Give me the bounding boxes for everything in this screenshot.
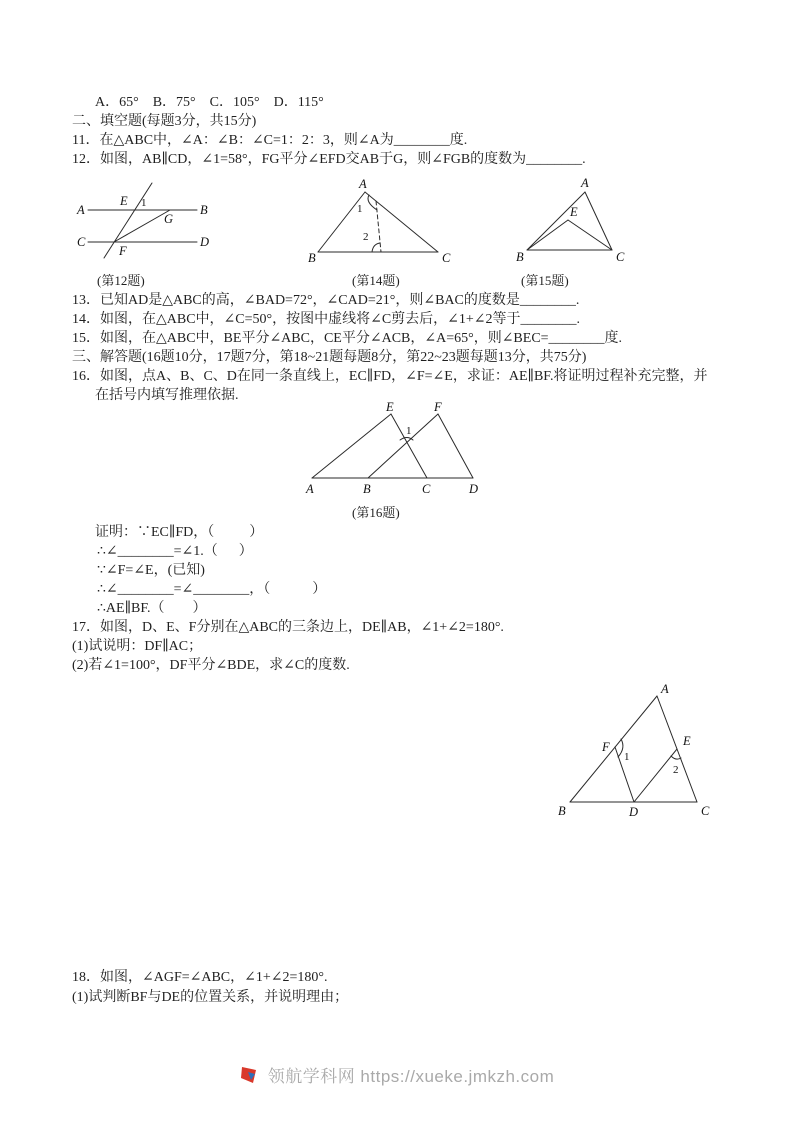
question-16-line2: 在括号内填写推理依据. <box>95 388 239 403</box>
fig15-label-e: E <box>570 205 578 219</box>
figure-q15-caption: (第15题) <box>521 273 569 288</box>
fig12-label-angle1: 1 <box>141 197 147 209</box>
fig16-line-ec <box>391 414 427 478</box>
fig14-label-b: B <box>308 251 316 265</box>
question-17-sub2: (2)若∠1=100°，DF平分∠BDE，求∠C的度数. <box>72 658 350 673</box>
figure-q16 <box>300 402 490 502</box>
fig15-label-b: B <box>516 250 524 264</box>
fig12-transversal-ef <box>104 183 152 258</box>
question-18-line1: 18．如图，∠AGF=∠ABC，∠1+∠2=180°. <box>72 970 328 985</box>
figure-q17 <box>545 682 720 824</box>
fig14-side-ab <box>318 192 365 252</box>
fig17-label-d: D <box>629 805 639 819</box>
fig16-label-f: F <box>434 400 442 414</box>
watermark <box>0 1062 793 1087</box>
fig17-side-ab <box>570 696 657 802</box>
fig17-label-c: C <box>701 804 710 818</box>
fig12-line-fg <box>114 210 170 242</box>
fig16-line-fd <box>438 414 473 478</box>
fig14-label-c: C <box>442 251 451 265</box>
fig17-label-f: F <box>602 740 610 754</box>
figure-q12-caption: (第12题) <box>97 273 145 288</box>
fig15-label-a: A <box>581 176 589 190</box>
fig16-label-c: C <box>422 482 431 496</box>
fig17-label-b: B <box>558 804 566 818</box>
fig12-label-f: F <box>119 244 127 258</box>
figure-q14 <box>295 172 460 268</box>
question-17-line1: 17．如图，D、E、F分别在△ABC的三条边上，DE∥AB，∠1+∠2=180°. <box>72 620 504 635</box>
fig12-label-g: G <box>164 212 174 226</box>
solve-section-title: 三、解答题(16题10分，17题7分，第18~21题每题8分，第22~23题每题13分，共75分) <box>72 350 587 365</box>
choice-options-line: A．65° B．75° C．105° D．115° <box>95 95 324 110</box>
fig17-label-angle2: 2 <box>673 764 679 776</box>
question-16-line1: 16．如图，点A、B、C、D在同一条直线上，EC∥FD，∠F=∠E，求证：AE∥BF.将证明过程补充完整，并 <box>72 369 708 384</box>
proof-line-4: ∴∠________=∠________，（ ） <box>97 582 327 597</box>
question-14: 14．如图，在△ABC中，∠C=50°，按图中虚线将∠C剪去后，∠1+∠2等于________. <box>72 312 581 327</box>
fig14-label-angle1: 1 <box>357 203 363 215</box>
fig12-label-c: C <box>77 235 86 249</box>
fig17-segment-de <box>634 749 677 802</box>
fig12-label-a: A <box>77 203 85 217</box>
question-13: 13．已知AD是△ABC的高，∠BAD=72°，∠CAD=21°，则∠BAC的度数是________. <box>72 293 580 308</box>
fig16-label-d: D <box>469 482 479 496</box>
figure-q16-caption: (第16题) <box>352 505 400 520</box>
fig17-label-a: A <box>661 682 669 696</box>
question-11: 11．在△ABC中，∠A：∠B：∠C=1：2：3，则∠A为________度. <box>72 133 468 148</box>
fill-section-title: 二、填空题(每题3分，共15分) <box>72 114 257 129</box>
fig12-label-e: E <box>120 194 128 208</box>
fig17-label-e: E <box>683 734 691 748</box>
proof-line-5: ∴AE∥BF.（ ） <box>97 601 207 616</box>
question-15: 15．如图，在△ABC中，BE平分∠ABC，CE平分∠ACB，∠A=65°，则∠BEC=________度. <box>72 331 623 346</box>
fig15-label-c: C <box>616 250 625 264</box>
fig17-label-angle1: 1 <box>624 751 630 763</box>
figure-q12 <box>75 172 227 268</box>
fig16-angle1-arc <box>400 438 413 441</box>
fig15-side-ab <box>527 192 585 250</box>
fig14-label-a: A <box>359 177 367 191</box>
figure-q14-caption: (第14题) <box>352 273 400 288</box>
fig16-label-a: A <box>306 482 314 496</box>
proof-line-1: 证明：∵EC∥FD，（ ） <box>95 525 264 540</box>
fig17-angle1-arc <box>618 739 623 757</box>
fig16-label-e: E <box>386 400 394 414</box>
fig12-label-d: D <box>200 235 210 249</box>
figure-q15 <box>512 170 627 266</box>
fig14-label-angle2: 2 <box>363 231 369 243</box>
question-18-sub1: (1)试判断BF与DE的位置关系，并说明理由； <box>72 990 349 1005</box>
proof-line-2: ∴∠________=∠1.（ ） <box>97 544 253 559</box>
question-12: 12．如图，AB∥CD，∠1=58°，FG平分∠EFD交AB于G，则∠FGB的度数为________. <box>72 152 586 167</box>
fig15-bisector-be <box>527 220 568 250</box>
watermark-text: 领航学科网 https://xueke.jmkzh.com <box>267 1067 555 1086</box>
fig16-label-angle1: 1 <box>406 425 412 437</box>
fig12-label-b: B <box>200 203 208 217</box>
watermark-logo-icon <box>239 1065 259 1085</box>
fig16-label-b: B <box>363 482 371 496</box>
question-17-sub1: (1)试说明：DF∥AC； <box>72 639 203 654</box>
fig14-angle2-arc <box>372 243 380 252</box>
proof-line-3: ∵∠F=∠E，(已知) <box>97 563 205 578</box>
